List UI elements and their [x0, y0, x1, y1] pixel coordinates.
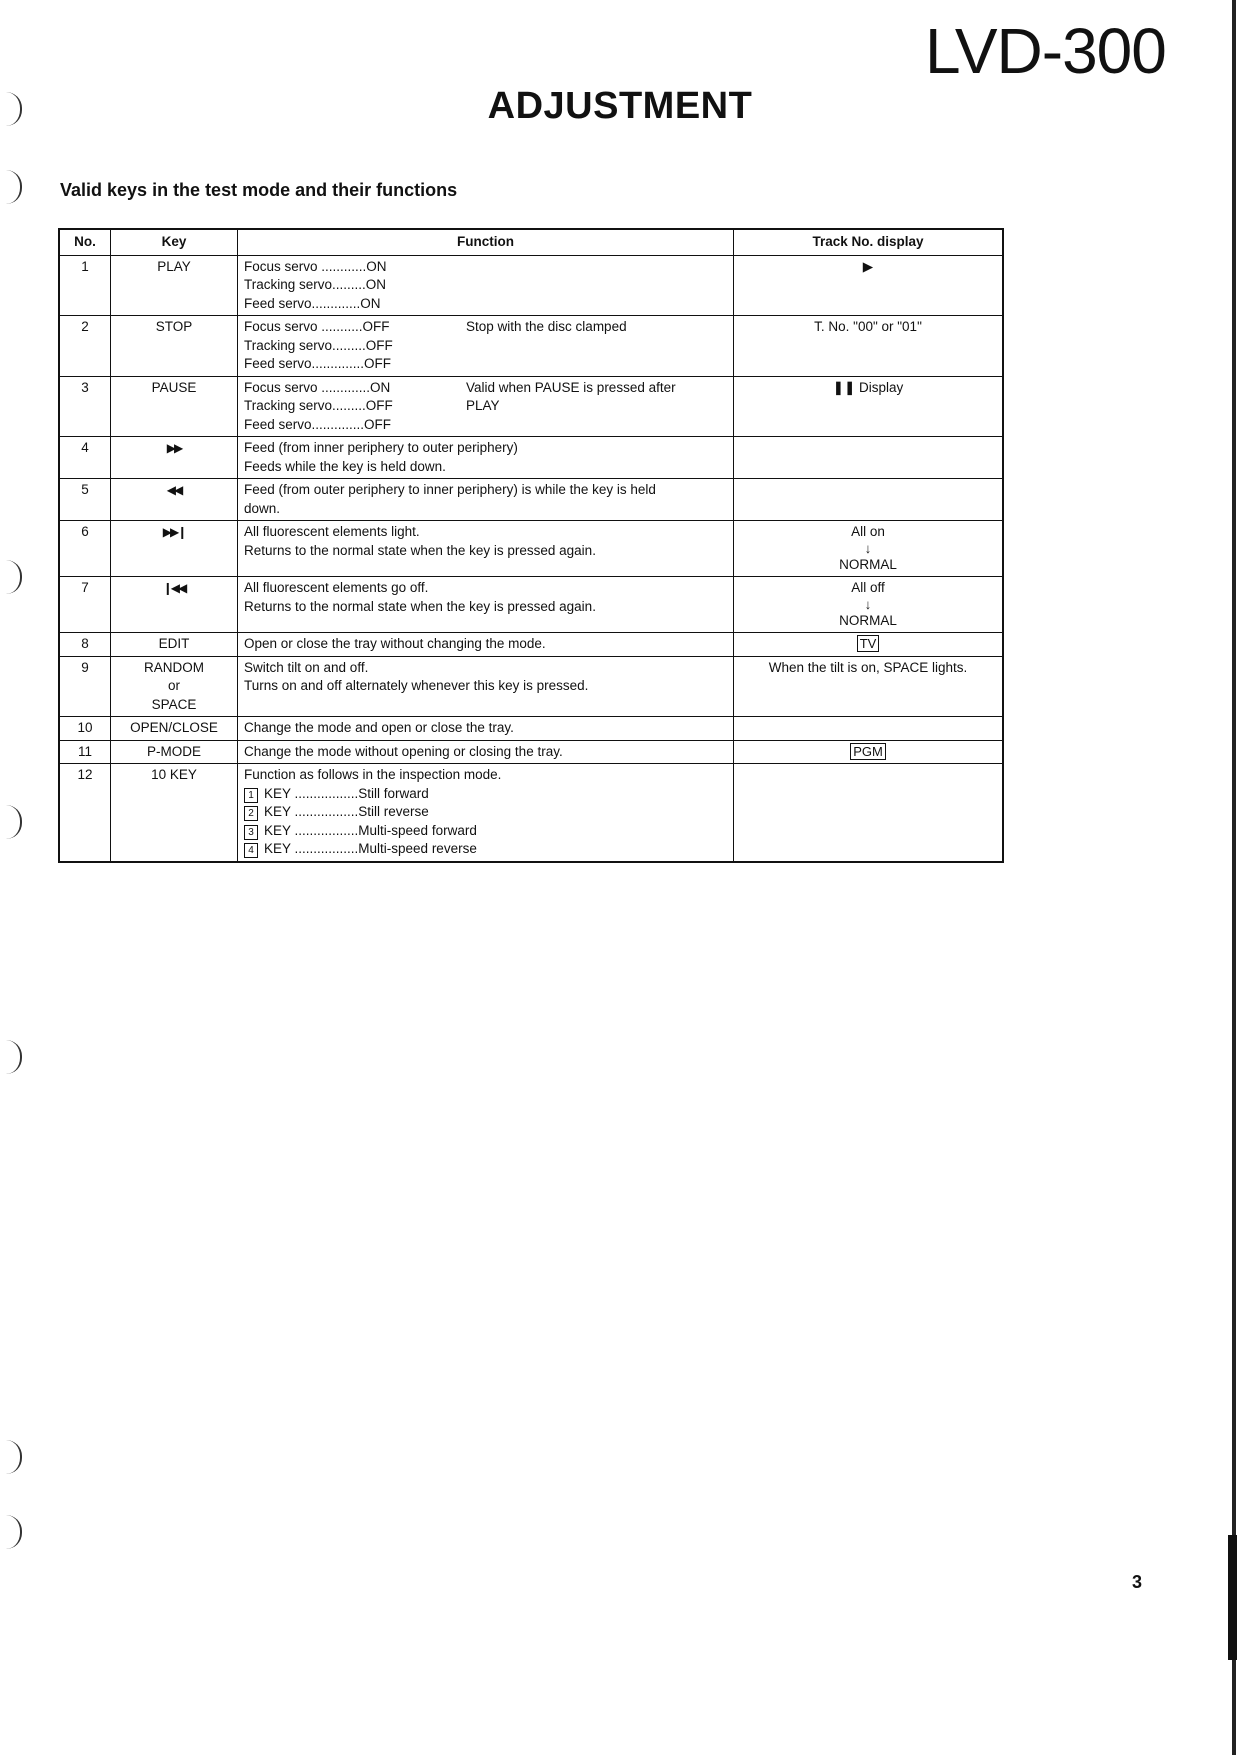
key-label: 10 KEY	[151, 767, 197, 782]
servo-block	[244, 318, 727, 374]
display-text: ▶	[862, 258, 874, 274]
function-line: Switch tilt on and off.	[244, 659, 369, 675]
function-line: Change the mode without opening or closing the tray.	[244, 743, 563, 759]
key-label: EDIT	[158, 636, 190, 651]
binder-hole-mark	[6, 1040, 22, 1074]
servo-block	[244, 258, 727, 314]
key-label: PLAY	[157, 258, 191, 274]
key-label-line: RANDOM	[144, 659, 204, 675]
key-symbol-icon: ◀◀	[166, 483, 182, 497]
row-number: 12	[59, 764, 111, 862]
row-key	[111, 437, 238, 479]
servo-status: Tracking servo.........OFF	[244, 398, 393, 413]
number-key-function: KEY .................Still reverse	[264, 804, 429, 819]
key-label: STOP	[155, 319, 193, 334]
key-label-line: or	[167, 678, 180, 693]
row-key	[111, 764, 238, 862]
row-track-display	[734, 255, 1004, 316]
row-function	[238, 521, 734, 577]
row-track-display	[734, 521, 1004, 577]
row-key	[111, 376, 238, 437]
number-key-box: 2	[244, 806, 258, 821]
test-mode-keys-table	[58, 228, 1004, 863]
column-header-key: Key	[111, 229, 238, 255]
number-key-line	[244, 803, 727, 822]
binder-hole-mark	[6, 170, 22, 204]
row-function	[238, 577, 734, 633]
table-row	[59, 577, 1003, 633]
row-function	[238, 740, 734, 764]
function-intro: Function as follows in the inspection mode.	[244, 767, 502, 782]
table-row	[59, 255, 1003, 316]
display-state-on: All off	[851, 580, 885, 595]
number-key-function: KEY .................Multi-speed reverse	[264, 841, 477, 856]
row-track-display	[734, 376, 1004, 437]
down-arrow-icon: ↓	[864, 596, 872, 612]
servo-list	[244, 258, 464, 314]
row-number: 8	[59, 633, 111, 657]
row-track-display	[734, 740, 1004, 764]
servo-status: Tracking servo.........ON	[244, 277, 387, 292]
function-line: All fluorescent elements light.	[244, 524, 420, 539]
table-row	[59, 437, 1003, 479]
row-number: 6	[59, 521, 111, 577]
function-note: Valid when PAUSE is pressed after PLAY	[466, 379, 676, 413]
number-key-function: KEY .................Still forward	[264, 785, 429, 801]
display-text: T. No. "00" or "01"	[814, 319, 922, 334]
row-key	[111, 717, 238, 741]
display-indicator-box: PGM	[850, 743, 886, 760]
row-function	[238, 437, 734, 479]
function-line: Feed (from inner periphery to outer periphery)	[244, 440, 518, 455]
row-number: 3	[59, 376, 111, 437]
row-function	[238, 479, 734, 521]
table-row	[59, 656, 1003, 717]
page-number: 3	[1132, 1572, 1143, 1592]
row-key	[111, 479, 238, 521]
row-function	[238, 376, 734, 437]
table-row	[59, 521, 1003, 577]
number-key-line	[244, 840, 727, 859]
row-number: 5	[59, 479, 111, 521]
number-key-line	[244, 785, 727, 804]
servo-block	[244, 379, 727, 435]
servo-status: Focus servo .............ON	[244, 379, 391, 395]
table-row	[59, 376, 1003, 437]
servo-status: Focus servo ...........OFF	[244, 319, 390, 334]
row-key	[111, 633, 238, 657]
row-key	[111, 316, 238, 377]
page-edge-rule	[1232, 0, 1236, 1755]
servo-status: Feed servo..............OFF	[244, 416, 392, 432]
key-symbol-icon: ▶▶	[166, 441, 182, 455]
column-header-track-display: Track No. display	[734, 229, 1004, 255]
servo-list	[244, 318, 464, 374]
row-number: 11	[59, 740, 111, 764]
row-function	[238, 656, 734, 717]
key-symbol-icon: ▶▶❙	[162, 525, 186, 539]
servo-status: Feed servo..............OFF	[244, 356, 392, 371]
function-line: Feeds while the key is held down.	[244, 458, 446, 474]
key-label: PAUSE	[151, 379, 197, 395]
display-text: When the tilt is on, SPACE lights.	[768, 659, 968, 675]
row-key	[111, 521, 238, 577]
display-state-normal: NORMAL	[839, 556, 897, 572]
servo-status: Tracking servo.........OFF	[244, 337, 393, 353]
row-track-display	[734, 633, 1004, 657]
row-track-display	[734, 717, 1004, 741]
servo-list	[244, 379, 464, 435]
model-number: LVD-300	[925, 15, 1166, 87]
function-line: Returns to the normal state when the key is pressed again.	[244, 598, 596, 614]
table-row	[59, 764, 1003, 862]
row-number: 4	[59, 437, 111, 479]
row-track-display	[734, 316, 1004, 377]
function-note: Stop with the disc clamped	[466, 319, 627, 334]
number-key-box: 1	[244, 788, 258, 803]
display-state-normal: NORMAL	[839, 612, 897, 628]
function-line: Feed (from outer periphery to inner periphery) is while the key is held	[244, 482, 656, 497]
row-key	[111, 740, 238, 764]
row-track-display	[734, 479, 1004, 521]
row-number: 1	[59, 255, 111, 316]
function-line: Turns on and off alternately whenever this key is pressed.	[244, 678, 589, 693]
binder-hole-mark	[6, 1440, 22, 1474]
row-function	[238, 316, 734, 377]
column-header-function: Function	[238, 229, 734, 255]
number-key-function: KEY .................Multi-speed forward	[264, 822, 477, 838]
function-line: Open or close the tray without changing the mode.	[244, 636, 546, 651]
row-track-display	[734, 764, 1004, 862]
binder-hole-mark	[6, 1515, 22, 1549]
binder-hole-mark	[6, 560, 22, 594]
row-track-display	[734, 577, 1004, 633]
row-key	[111, 656, 238, 717]
display-text: ❚❚ Display	[832, 379, 904, 395]
table-row	[59, 316, 1003, 377]
row-track-display	[734, 437, 1004, 479]
row-number: 9	[59, 656, 111, 717]
section-subtitle: Valid keys in the test mode and their functions	[60, 180, 458, 200]
table-row	[59, 479, 1003, 521]
key-symbol-icon: ❙◀◀	[162, 581, 186, 595]
table-header-row	[59, 229, 1003, 255]
binder-hole-mark	[6, 805, 22, 839]
function-line: All fluorescent elements go off.	[244, 580, 429, 595]
page-edge-tab	[1228, 1535, 1237, 1660]
number-key-box: 3	[244, 825, 258, 840]
row-key	[111, 255, 238, 316]
display-indicator-box: TV	[857, 635, 880, 652]
table-row	[59, 740, 1003, 764]
row-number: 7	[59, 577, 111, 633]
row-key	[111, 577, 238, 633]
function-note	[464, 258, 727, 314]
row-function	[238, 764, 734, 862]
page-title: ADJUSTMENT	[487, 85, 753, 127]
function-line: Returns to the normal state when the key is pressed again.	[244, 542, 596, 558]
key-label-line: SPACE	[151, 696, 197, 712]
key-label: OPEN/CLOSE	[130, 720, 218, 735]
down-arrow-icon: ↓	[864, 540, 872, 556]
row-track-display	[734, 656, 1004, 717]
row-function	[238, 717, 734, 741]
function-line: down.	[244, 500, 281, 516]
table-row	[59, 717, 1003, 741]
servo-status: Focus servo ............ON	[244, 258, 387, 274]
row-function	[238, 255, 734, 316]
row-number: 2	[59, 316, 111, 377]
row-number: 10	[59, 717, 111, 741]
display-state-on: All on	[851, 524, 885, 539]
key-label: P-MODE	[147, 743, 201, 759]
number-key-line	[244, 822, 727, 841]
function-line: Change the mode and open or close the tray.	[244, 720, 514, 735]
column-header-no: No.	[59, 229, 111, 255]
table-row	[59, 633, 1003, 657]
number-key-box: 4	[244, 843, 258, 858]
servo-status: Feed servo.............ON	[244, 295, 381, 311]
row-function	[238, 633, 734, 657]
